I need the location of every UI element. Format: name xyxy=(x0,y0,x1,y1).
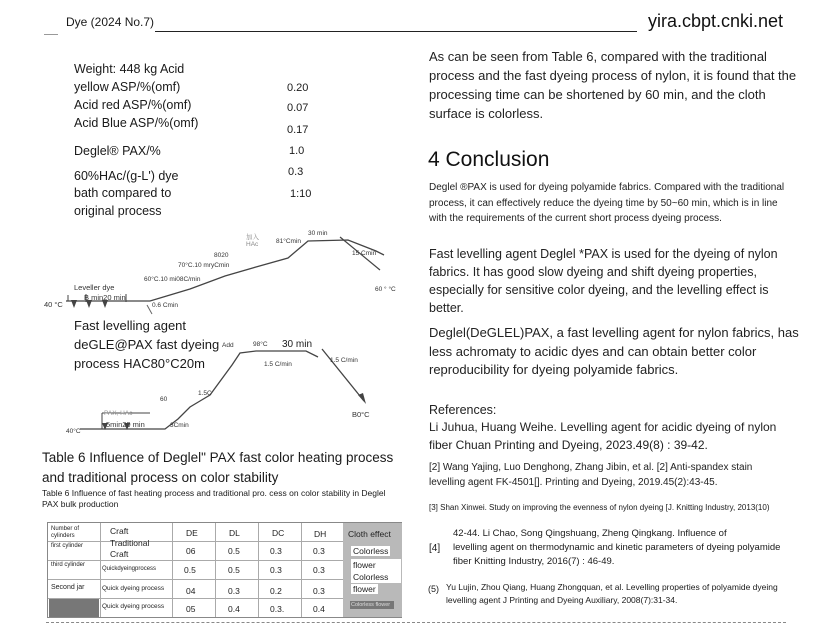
table6-vline xyxy=(215,523,216,617)
recipe-label: bath compared to xyxy=(74,186,172,200)
recipe-label: original process xyxy=(74,204,162,218)
curve1-add: 加入 HAc xyxy=(246,234,259,248)
table6-hline xyxy=(48,541,343,542)
table6-cell: 0.4 xyxy=(313,604,325,614)
table6-cell-craft: Quickdyeingprocess xyxy=(102,566,157,572)
references-heading: References: xyxy=(429,403,497,417)
intro-paragraph: As can be seen from Table 6, compared with the traditional process and the fast dyeing process of nylon, it is found that the processing time can be shortened by 60 min, and the cloth surface is colorless. xyxy=(429,49,797,121)
conclusion-point-1: Deglel ®PAX is used for dyeing polyamide fabrics. Compared with the traditional process, it can effectively reduce the dyeing time by 50~60 min, which is in line with the requirements of the current short process dyeing process. xyxy=(429,182,785,224)
table6-cell: 06 xyxy=(186,546,196,556)
recipe-label: Acid red ASP/%(omf) xyxy=(74,98,192,112)
table6-cell-cyl-shaded xyxy=(49,599,99,617)
table6-vline xyxy=(301,523,302,617)
curve2-peak-temp: 98°C xyxy=(253,341,268,348)
table6-hline xyxy=(48,579,343,580)
table6-header: DH xyxy=(314,529,327,539)
curve1-leveller: Leveller dye xyxy=(74,283,115,292)
reference-4-number: [4] xyxy=(429,543,441,554)
header-rule xyxy=(155,31,637,32)
table6-cell-cyl: Second jar xyxy=(51,584,85,591)
curve2-mid-temp: 60 xyxy=(160,396,168,403)
curve1-peak-temp: 81°Cmin xyxy=(276,238,301,245)
conclusion-point-2: Fast levelling agent Deglel *PAX is used for the dyeing of nylon fabrics. It has good slow dyeing and shift dyeing properties, especially for sensitive color dyeing, and the levelling effect is better. xyxy=(429,247,778,315)
table6-cell-cyl: third cylinder xyxy=(51,562,86,568)
dyeing-curve-1 xyxy=(40,222,410,322)
table6-cell-cyl: first cylinder xyxy=(51,543,84,549)
table6 xyxy=(47,522,402,618)
recipe-label: yellow ASP/%(omf) xyxy=(74,80,181,94)
recipe-value: 1:10 xyxy=(290,188,312,200)
conclusion-point-3: Deglel(DeGLEL)PAX, a fast levelling agent for nylon fabrics, has less achromaty to acidic dyes and can obtain better color reproducibility for dyeing polyamide fabrics. xyxy=(429,325,799,377)
recipe-value: 0.3 xyxy=(288,166,304,178)
recipe-label: Weight: 448 kg Acid xyxy=(74,62,185,76)
curve1-rate1: 0.6 Cmin xyxy=(152,302,179,309)
curve2-add: Add xyxy=(222,342,234,349)
reference-5-number: (5) xyxy=(428,584,439,594)
curve1-cool: 15 Cmin xyxy=(352,250,377,257)
curve1-caption: deGLE@PAX fast dyeing xyxy=(74,337,220,352)
reference-5: Yu Lujin, Zhou Qiang, Huang Zhongquan, et al. Levelling properties of polyamide dyeing levelling agent J Printing and Dyeing Auxiliary, 2008(7):31-34. xyxy=(446,582,778,605)
table6-cell: 05 xyxy=(186,604,196,614)
table6-vline xyxy=(258,523,259,617)
curve2-hold: 5min20 min xyxy=(106,420,145,429)
curve1-hold: B min20 min xyxy=(84,293,126,302)
table6-cell: 0.3 xyxy=(313,546,325,556)
table6-vline xyxy=(100,523,101,617)
recipe-value: 0.20 xyxy=(287,82,309,94)
curve1-caption: Fast levelling agent xyxy=(74,318,187,333)
table6-cell: 0.3 xyxy=(313,586,325,596)
table6-cell: 0.5 xyxy=(184,565,196,575)
table6-header: DC xyxy=(272,528,285,538)
recipe-value: 1.0 xyxy=(289,145,305,157)
table6-cell-craft: Quick dyeing process xyxy=(102,585,165,592)
recipe-value: 0.17 xyxy=(287,124,309,136)
table6-header: Cloth effect xyxy=(348,529,391,539)
table6-header: DL xyxy=(229,528,240,538)
recipe-label: 60%HAc/(g-L') dye xyxy=(74,169,179,183)
table6-cell: 0.4 xyxy=(228,604,240,614)
table6-cell: 0.3. xyxy=(270,604,285,614)
curve1-caption: process HAC80°C20m xyxy=(74,356,205,371)
table6-header: DE xyxy=(186,528,198,538)
curve2-rate2: 1.5C xyxy=(198,390,212,397)
curve2-arrowhead xyxy=(358,393,366,404)
curve1-hold-top: 30 min xyxy=(308,230,328,237)
conclusion-heading: 4 Conclusion xyxy=(428,148,550,171)
table6-cell: 0.3 xyxy=(228,586,240,596)
table6-cell-effect: Colorless flower xyxy=(350,601,394,609)
table6-title: Table 6 Influence of Deglel" PAX fast color heating process and traditional process on color stability xyxy=(42,450,394,485)
curve2-hold-top: 30 min xyxy=(282,339,313,350)
reference-3: [3] Shan Xinwei. Study on improving the evenness of nylon dyeing [J. Knitting Industry, 2013(10) xyxy=(429,503,770,512)
reference-4-rest: levelling agent on thermodynamic and kinetic parameters of dyeing polyamide fiber Knitting Industry, 2016(7) : 46-49. xyxy=(453,542,781,567)
curve2-cool: 1.5 C/min xyxy=(330,357,358,364)
curve2-pax: PAX, HAc xyxy=(104,410,133,417)
table6-cell-effect: flower xyxy=(353,584,376,594)
table6-cell-effect: flower Colorless xyxy=(351,559,401,583)
curve1-start-temp: 40 °C xyxy=(44,300,63,309)
reference-1: Li Juhua, Huang Weihe. Levelling agent for acidic dyeing of nylon fiber Chuan Printing and Dyeing, 2023.49(8) : 39-42. xyxy=(429,420,777,452)
curve1-step3: 8020 xyxy=(214,252,229,259)
table6-hline xyxy=(48,560,343,561)
recipe-value: 0.07 xyxy=(287,102,309,114)
table6-cell: 0.3 xyxy=(270,565,282,575)
table6-cell: 0.5 xyxy=(228,546,240,556)
curve1-step1: 60°C.10 mi08C/min xyxy=(144,276,201,283)
table6-subtitle: Table 6 Influence of fast heating process and traditional pro. cess on color stability in Deglel PAX bulk production xyxy=(42,488,386,509)
page-bottom-rule xyxy=(46,622,786,623)
table6-header: Craft xyxy=(110,526,129,536)
table6-cell: 0.3 xyxy=(313,565,325,575)
table6-cell: 0.3 xyxy=(270,546,282,556)
table6-cell-craft: Quick dyeing process xyxy=(102,603,165,610)
recipe-label: Deglel® PAX/% xyxy=(74,144,161,158)
table6-cell-craft: Traditional Craft xyxy=(110,538,150,559)
curve1-step2: 70°C.10 mryCmin xyxy=(178,262,230,269)
table6-cell: 04 xyxy=(186,586,196,596)
curve2-rate1: 3Cmin xyxy=(170,422,189,429)
reference-4-start: 42-44. Li Chao, Song Qingshuang, Zheng Qingkang. Influence of xyxy=(453,528,727,539)
reference-2: [2] Wang Yajing, Luo Denghong, Zhang Jibin, et al. [2] Anti-spandex stain levelling agent FK-4501[]. Printing and Dyeing, 2019.45(2):43-45. xyxy=(429,462,753,488)
curve2-end-temp: B0°C xyxy=(352,410,370,419)
curve2-start-temp: 40°C xyxy=(66,428,81,435)
table6-header: Number of cylinders xyxy=(51,526,80,539)
table6-cell: 0.5 xyxy=(228,565,240,575)
table6-cell: 0.2 xyxy=(270,586,282,596)
header-left-rule xyxy=(44,34,58,35)
curve1-end-temp: 60 ° °C xyxy=(375,286,396,293)
curve2-rate3: 1.5 C/min xyxy=(264,361,292,368)
site-url[interactable]: yira.cbpt.cnki.net xyxy=(648,11,784,31)
table6-vline xyxy=(172,523,173,617)
recipe-label: Acid Blue ASP/%(omf) xyxy=(74,116,199,130)
table6-cell-effect: Colorless xyxy=(353,546,389,556)
journal-issue: Dye (2024 No.7) xyxy=(66,15,155,29)
